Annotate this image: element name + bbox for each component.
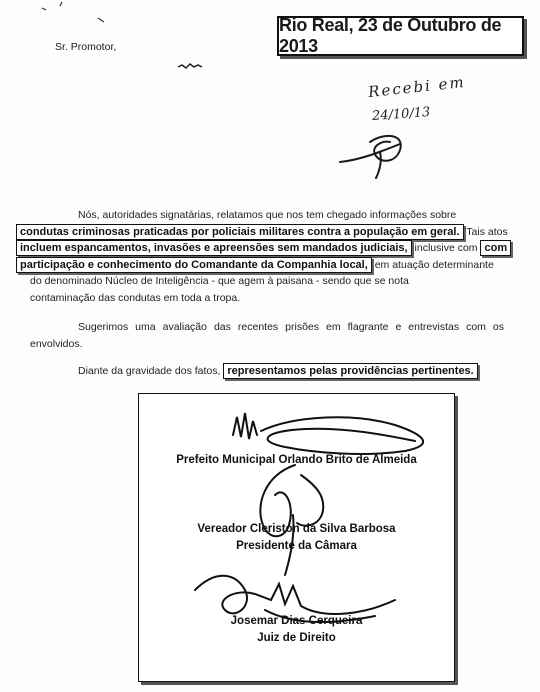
paragraph-request — [78, 363, 478, 380]
signatory-judge-role: Juiz de Direito — [257, 632, 336, 644]
signatory-councilman-role: Presidente da Câmara — [236, 540, 357, 552]
p1-continuation-3: em atuação determinante — [374, 258, 494, 271]
paragraph-report — [20, 207, 508, 306]
received-initials-signature — [330, 122, 420, 182]
p1-line-6: contaminação das condutas em toda a tropa. — [30, 291, 241, 304]
signatory-mayor: Prefeito Municipal Orlando Brito de Almeida — [176, 454, 417, 466]
highlight-criminal-conduct: condutas criminosas praticadas por policiais militares contra a população em geral. — [16, 224, 464, 240]
date-line: Rio Real, 23 de Outubro de 2013 — [279, 15, 502, 56]
signatory-councilman: Vereador Cleriston da Silva Barbosa — [197, 523, 396, 535]
date-highlight-box — [277, 16, 524, 56]
scan-mark — [40, 0, 100, 20]
received-date: 24/10/13 — [371, 104, 431, 125]
signatory-judge: Josemar Dias Cerqueira — [230, 615, 363, 627]
highlight-request: representamos pelas providências pertinentes. — [223, 363, 477, 379]
judge-signature — [175, 560, 415, 640]
p1-line-1: Nós, autoridades signatárias, relatamos que nos tem chegado informações sobre — [78, 209, 457, 221]
paragraph-suggestion: Sugerimos uma avaliação das recentes prisões em flagrante e entrevistas com os envolvidos. — [30, 321, 504, 350]
received-label: Recebi em — [367, 72, 467, 102]
highlight-abuses: incluem espancamentos, invasões e apreensões sem mandados judiciais, — [16, 240, 412, 256]
p1-line-5: do denominado Núcleo de Inteligência - que agem à paisana - sendo que se nota — [30, 275, 409, 287]
highlight-com: com — [480, 240, 511, 256]
p3-text: Diante da gravidade dos fatos, — [78, 365, 221, 377]
scan-smudge — [178, 62, 202, 72]
p1-continuation-1: Tais atos — [466, 225, 508, 238]
salutation: Sr. Promotor, — [55, 41, 117, 53]
highlight-commander: participação e conhecimento do Comandante da Companhia local, — [16, 257, 372, 273]
p1-continuation-2: inclusive com — [414, 242, 478, 254]
